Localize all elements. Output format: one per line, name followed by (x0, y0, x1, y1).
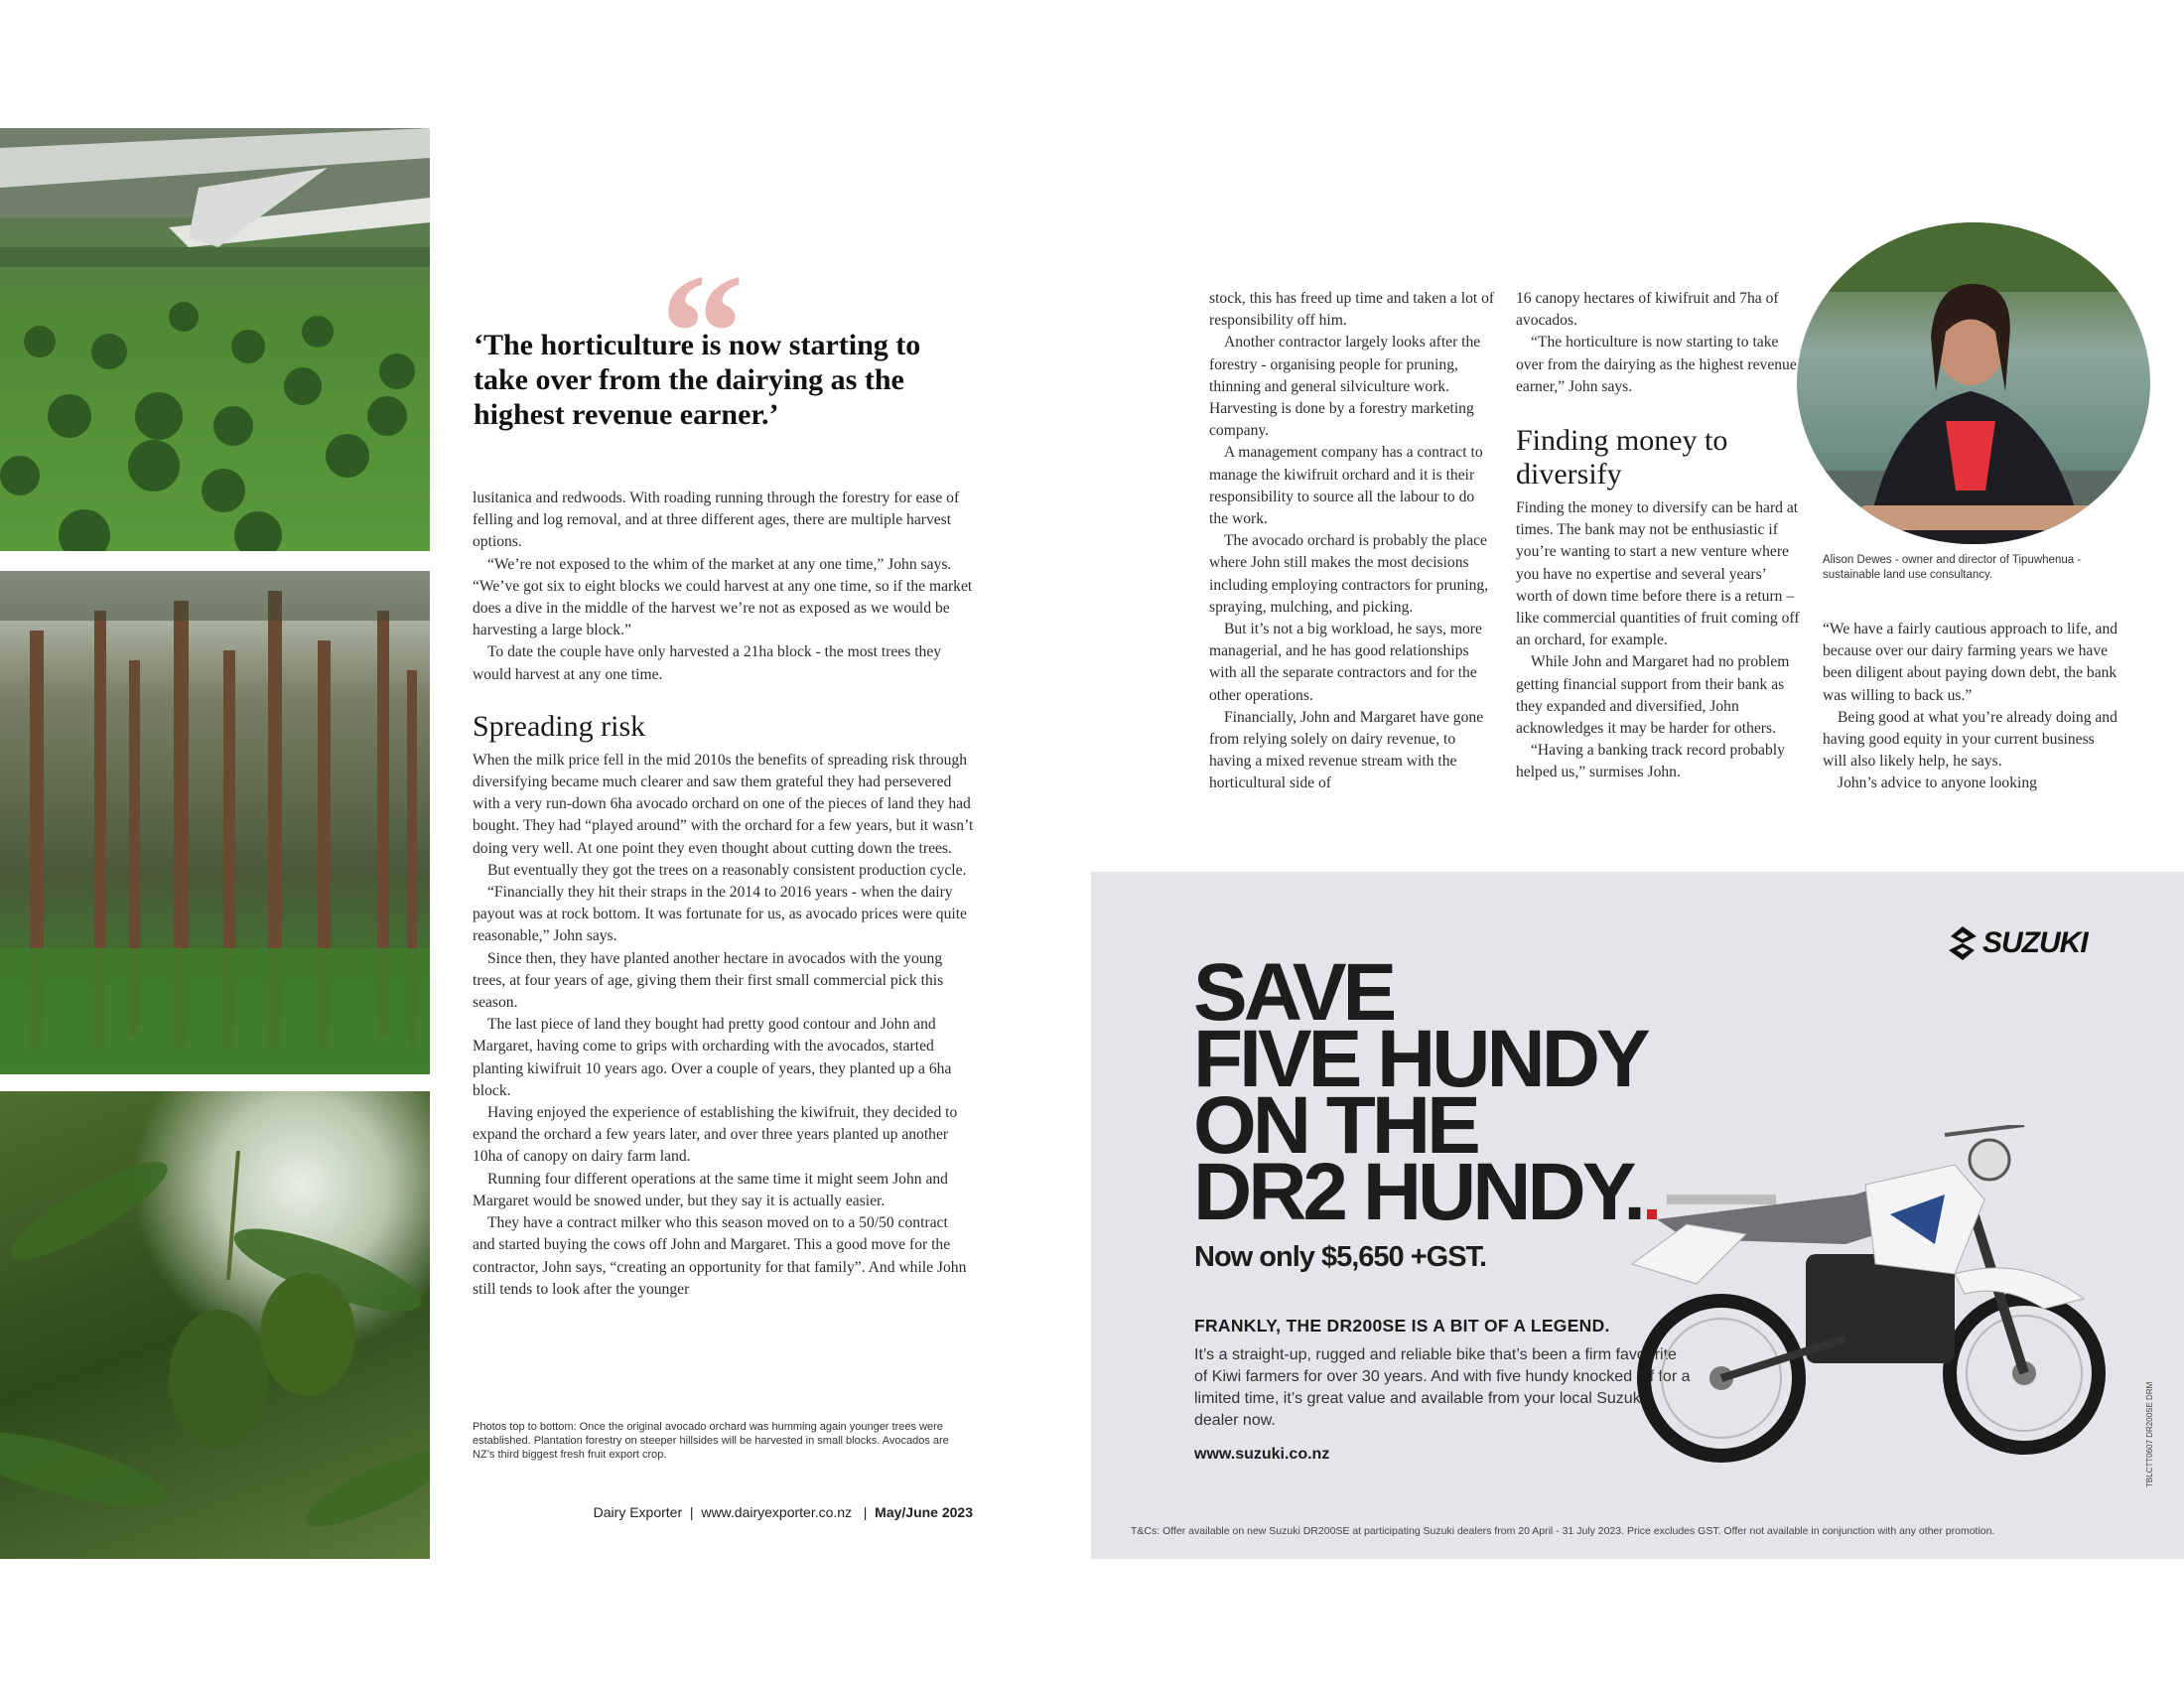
body-paragraph: Running four different operations at the same time it might seem John and Margaret would be snowed under, but they say it is actually easier. (473, 1170, 948, 1209)
ad-body: It’s a straight-up, rugged and reliable bike that’s been a firm favourite of Kiwi farmers for over 30 years. And with five hundy knocked off for a limited time, it’s great value and available from your local Suzuki dealer now. (1194, 1346, 1691, 1429)
forestry-photo (0, 571, 430, 1074)
portrait-photo (1797, 222, 2150, 544)
body-paragraph: Since then, they have planted another hectare in avocados with the young trees, at four years of age, giving them their first small commercial pick this season. (473, 949, 944, 1012)
body-paragraph: The avocado orchard is probably the place where John still makes the most decisions including employing contractors for pruning, spraying, mulching, and picking. (1209, 532, 1489, 616)
issue-date: May/June 2023 (875, 1504, 973, 1520)
body-paragraph: stock, this has freed up time and taken a lot of responsibility off him. (1209, 290, 1495, 330)
right-article-column-1 (1209, 288, 1497, 795)
body-paragraph: They have a contract milker who this season moved on to a 50/50 contract and started buying the cows off John and Margaret. This a good move for the contractor, John says, “creating an opportunity for that family”. And while John still tends to look after the younger (473, 1214, 967, 1298)
avocado-illustration (0, 1091, 430, 1559)
footer-separator: | (689, 1504, 694, 1520)
body-paragraph: “Financially they hit their straps in the 2014 to 2016 years - when the dairy payout was at rock bottom. It was fortunate for us, as avocado prices were quite reasonable,” John says. (473, 884, 967, 945)
body-paragraph: “Having a banking track record probably helped us,” surmises John. (1516, 742, 1785, 781)
body-paragraph: A management company has a contract to manage the kiwifruit orchard and it is their responsibility to source all the labour to do the work. (1209, 444, 1483, 528)
body-paragraph: “We’re not exposed to the whim of the market at any one time,” John says. “We’ve got six to eight blocks we could harvest at any one time, so if the market does a dive in the middle of the harvest we’re not as exposed as we would be harvesting a large block.” (473, 555, 973, 639)
left-article-column (473, 488, 974, 1301)
portrait-caption: Alison Dewes - owner and director of Tipuwhenua - sustainable land use consultancy. (1823, 554, 2082, 581)
portrait-illustration (1797, 222, 2150, 544)
ad-price: Now only $5,650 +GST. (1194, 1241, 1487, 1273)
orchard-illustration (0, 128, 430, 551)
body-paragraph: Having enjoyed the experience of establishing the kiwifruit, they decided to expand the orchard a few years later, and over three years planted up another 10ha of canopy on dairy farm land. (473, 1104, 958, 1166)
section-heading-spreading-risk: Spreading risk (473, 709, 646, 743)
body-paragraph: When the milk price fell in the mid 2010s the benefits of spreading risk through diversifying became much clearer and saw them grateful they had persevered with a very run-down 6ha avocado orchard on one of the pieces of land they had bought. They had “played around” with the orchard for a few years, but it wasn’t doing very well. At one point they even thought about cutting down the trees. (473, 751, 974, 857)
right-article-column-3 (1823, 619, 2120, 795)
forest-illustration (0, 571, 430, 1074)
right-article-column-2 (1516, 288, 1804, 784)
photo-caption: Photos top to bottom: Once the original avocado orchard was humming again younger trees were established. Plantation forestry on steeper hillsides will be harvested in small blocks. Avocados are NZ’s third biggest fresh fruit export crop. (473, 1421, 949, 1461)
headline-line: SAVE (1193, 947, 1394, 1038)
body-paragraph: The last piece of land they bought had pretty good contour and John and Margaret, having come to grips with orcharding with the avocados, started planting kiwifruit 10 years ago. Over a couple of years, they planted up a 6ha block. (473, 1016, 952, 1099)
headline-line: ON THE (1193, 1080, 1477, 1171)
motorcycle-image (1627, 1125, 2143, 1482)
quote-mark-icon: “ (660, 239, 745, 426)
pull-quote: ‘The horticulture is now starting to take over from the dairying as the highest revenue earner.’ (474, 329, 921, 431)
ad-code: TBLCTT0607 DR200SE DRM (2145, 1381, 2154, 1487)
ad-terms: T&Cs: Offer available on new Suzuki DR200SE at participating Suzuki dealers from 20 April - 31 July 2023. Price excludes GST. Offer not available in conjunction with any other promotion. (1131, 1525, 1995, 1537)
body-paragraph: Another contractor largely looks after the forestry - organising people for pruning, thinning and general silviculture work. Harvesting is done by a forestry marketing company. (1209, 334, 1481, 440)
body-paragraph: Being good at what you’re already doing and having good equity in your current business will also likely help, he says. (1823, 708, 2117, 771)
body-paragraph: To date the couple have only harvested a 21ha block - the most trees they would harvest at any one time. (473, 643, 942, 683)
body-paragraph: lusitanica and redwoods. With roading running through the forestry for ease of felling and log removal, and at three different ages, there are multiple harvest options. (473, 490, 960, 551)
headline-line: FIVE HUNDY (1193, 1014, 1647, 1104)
body-paragraph: “The horticulture is now starting to take over from the dairying as the highest revenue earner,” John says. (1516, 334, 1797, 395)
body-paragraph: 16 canopy hectares of kiwifruit and 7ha of avocados. (1516, 290, 1779, 330)
section-heading-finding-money: Finding money to diversify (1516, 424, 1728, 492)
suzuki-s-icon (1947, 926, 1979, 960)
body-paragraph: While John and Margaret had no problem getting financial support from their bank as they expanded and diversified, John acknowledges it may be harder for others. (1516, 653, 1790, 738)
brand-name: SUZUKI (1982, 926, 2088, 959)
body-paragraph: But it’s not a big workload, he says, more managerial, and he has good relationships with all the separate contractors and for the other operations. (1209, 621, 1482, 704)
footer-separator: | (863, 1504, 868, 1520)
body-paragraph: But eventually they got the trees on a reasonably consistent production cycle. (487, 861, 967, 879)
publication-url[interactable]: www.dairyexporter.co.nz (701, 1504, 853, 1520)
body-paragraph: “We have a fairly cautious approach to life, and because over our dairy farming years we have been diligent about paying down debt, the bank was willing to back us.” (1823, 621, 2118, 704)
ad-website-link[interactable]: www.suzuki.co.nz (1194, 1446, 1330, 1463)
publication-name: Dairy Exporter (593, 1504, 683, 1520)
ad-headline (1193, 947, 1647, 1237)
orchard-aerial-photo (0, 128, 430, 551)
body-paragraph: Financially, John and Margaret have gone from relying solely on dairy revenue, to having a mixed revenue stream with the horticultural side of (1209, 708, 1484, 792)
headline-line: DR2 HUNDY. (1193, 1147, 1643, 1237)
suzuki-advertisement[interactable] (1091, 872, 2184, 1559)
body-paragraph: John’s advice to anyone looking (1838, 774, 2037, 792)
suzuki-logo (1947, 926, 2088, 960)
ad-subheading: FRANKLY, THE DR200SE IS A BIT OF A LEGEND. (1194, 1316, 1610, 1336)
page-footer (552, 1504, 973, 1520)
avocado-photo (0, 1091, 430, 1559)
body-paragraph: Finding the money to diversify can be hard at times. The bank may not be enthusiastic if you’re wanting to start a new venture where you have no expertise and several years’ worth of down time before there is a return – like commercial quantities of fruit coming off an orchard, for example. (1516, 499, 1800, 649)
